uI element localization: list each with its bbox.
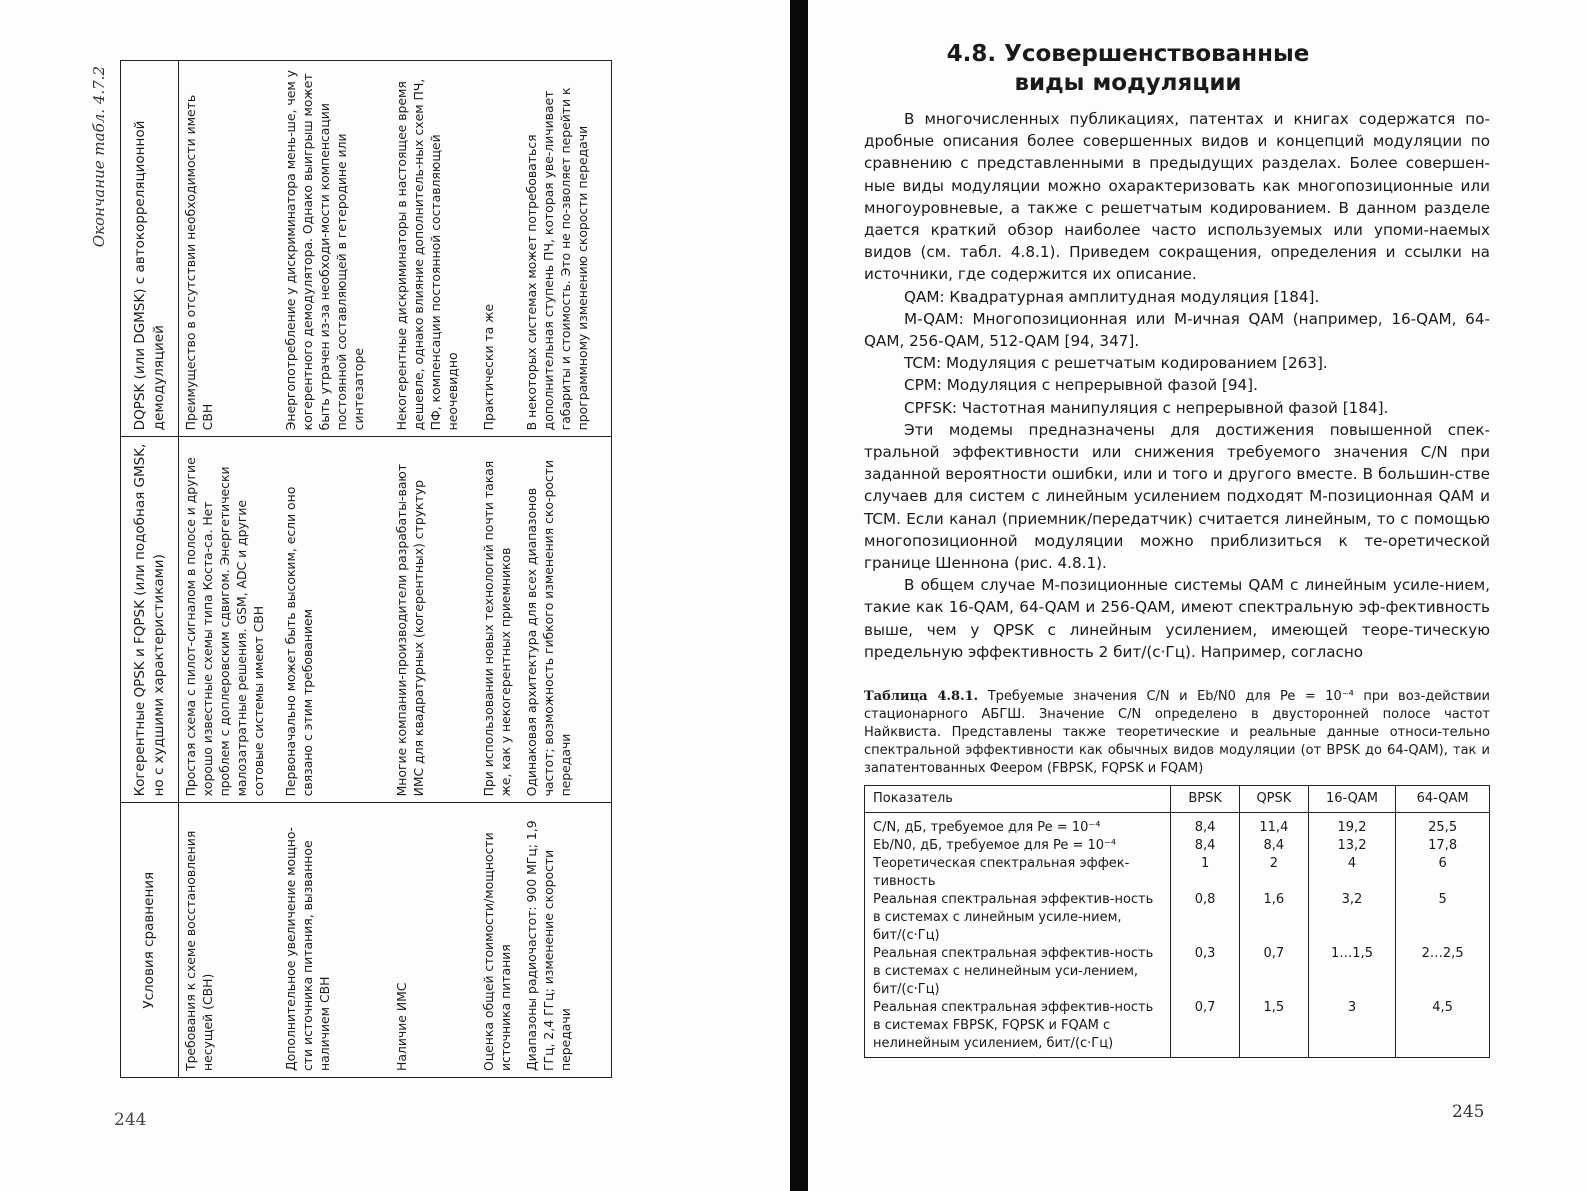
table-row bbox=[865, 837, 1490, 855]
row-label: Eb/N0, дБ, требуемое для Pe = 10⁻⁴ bbox=[865, 837, 1171, 855]
right-page bbox=[808, 0, 1588, 1191]
table-row bbox=[477, 61, 520, 1078]
definition-item: M-QAM: Многопозиционная или М-ичная QAM (например, 16-QAM, 64-QAM, 256-QAM, 512-QAM [94, 347]. bbox=[864, 309, 1490, 351]
coherent-cell: Первоначально может быть высоким, если оно связано с этим требованием bbox=[279, 437, 390, 803]
value-cell: 11,4 bbox=[1240, 813, 1309, 838]
value-cell: 1,6 bbox=[1240, 891, 1309, 945]
left-page bbox=[0, 0, 790, 1191]
value-cell: 2…2,5 bbox=[1396, 945, 1490, 999]
dqpsk-cell: Некогерентные дискриминаторы в настоящее время дешевле, однако влияние дополнитель-ных схем ПЧ, ПФ, компенсации постоянной составляющей неочевидно bbox=[390, 61, 477, 437]
table-caption-label: Таблица 4.8.1. bbox=[864, 689, 979, 704]
definition-item: QAM: Квадратурная амплитудная модуляция [184]. bbox=[904, 287, 1320, 306]
value-cell: 0,7 bbox=[1240, 945, 1309, 999]
table-row bbox=[390, 61, 477, 1078]
table-caption bbox=[864, 688, 1490, 778]
section-title: 4.8. Усовершенствованные виды модуляции bbox=[946, 41, 1310, 97]
value-cell: 13,2 bbox=[1308, 837, 1396, 855]
dqpsk-cell: Практически та же bbox=[477, 61, 520, 437]
paragraph: Эти модемы предназначены для достижения повышенной спек-тральной эффективности или снижения требуемого значения C/N при заданной вероятности ошибки, или и того и другого вместе. В большин-стве случаев для систем с линейным усилением подходят М-позиционная QAM и TCM. Если канал (приемник/передатчик) считается линейным, то с помощью многопозиционной модуляции можно приблизиться к те-оретической границе Шеннона (рис. 4.8.1). bbox=[864, 420, 1490, 573]
body-text bbox=[864, 108, 1490, 663]
table-row bbox=[865, 855, 1490, 891]
value-cell: 6 bbox=[1396, 855, 1490, 891]
value-cell: 8,4 bbox=[1240, 837, 1309, 855]
column-header: 16-QAM bbox=[1308, 786, 1396, 813]
definition-item: CPM: Модуляция с непрерывной фазой [94]. bbox=[904, 376, 1258, 395]
row-label: Теоретическая спектральная эффек-тивность bbox=[865, 855, 1171, 891]
column-header: 64-QAM bbox=[1396, 786, 1490, 813]
table-continuation-label: Окончание табл. 4.7.2 bbox=[90, 66, 108, 248]
dqpsk-cell: В некоторых системах может потребоваться дополнительная ступень ПЧ, которая уве-личивает габариты и стоимость. Это не по-зволяет перейти к программному изменению скорости передачи bbox=[520, 61, 612, 437]
table-caption-text: Требуемые значения C/N и Eb/N0 для Pe = 10⁻⁴ при воз-действии стационарного АБГШ. Значение C/N определено в двусторонней полосе частот Найквиста. Представлены также теоретические и реальные данные относи-тельно спектральной эффективности как обычных видов модуляции (от BPSK до 64-QAM), так и запатентованных Феером (FBPSK, FQPSK и FQAM) bbox=[864, 689, 1490, 776]
condition-cell: Дополнительное увеличение мощно-сти источника питания, вызванное наличием СВН bbox=[279, 803, 390, 1078]
table-header-conditions: Условия сравнения bbox=[121, 803, 179, 1078]
row-label: Реальная спектральная эффектив-ность в системах с нелинейным уси-лением, бит/(с·Гц) bbox=[865, 945, 1171, 999]
definition-item: CPFSK: Частотная манипуляция с непрерывной фазой [184]. bbox=[904, 398, 1389, 417]
value-cell: 17,8 bbox=[1396, 837, 1490, 855]
value-cell: 0,3 bbox=[1171, 945, 1240, 999]
table-row bbox=[865, 891, 1490, 945]
modulation-data-table bbox=[864, 785, 1490, 1058]
value-cell: 4,5 bbox=[1396, 999, 1490, 1058]
value-cell: 3,2 bbox=[1308, 891, 1396, 945]
row-label: Реальная спектральная эффектив-ность в системах с линейным усиле-нием, бит/(с·Гц) bbox=[865, 891, 1171, 945]
dqpsk-cell: Энергопотребление у дискриминатора мень-ше, чем у когерентного демодулятора. Однако выигрыш может быть утрачен из-за необходи-мости компенсации постоянной составляющей в гетеродине или синтезаторе bbox=[279, 61, 390, 437]
condition-cell: Оценка общей стоимости/мощности источника питания bbox=[477, 803, 520, 1078]
value-cell: 5 bbox=[1396, 891, 1490, 945]
table-row bbox=[865, 999, 1490, 1058]
table-row bbox=[279, 61, 390, 1078]
value-cell: 8,4 bbox=[1171, 813, 1240, 838]
coherent-cell: Простая схема с пилот-сигналом в полосе и другие хорошо известные схемы типа Коста-са. Нет проблем с доплеровским сдвигом. Энергетически малозатратные решения. GSM, ADC и другие сотовые системы имеют СВН bbox=[179, 437, 279, 803]
book-gutter bbox=[790, 0, 808, 1191]
paragraph: В многочисленных публикациях, патентах и книгах содержатся по-дробные описания более совершенных видов и концепций модуляции по сравнению с представленными в предыдущих разделах. Более совершен-ные виды модуляции можно охарактеризовать как многопозиционные или многоуровневые, а также с решетчатым кодированием. В данном разделе дается краткий обзор наиболее часто используемых или упоми-наемых видов (см. табл. 4.8.1). Приведем сокращения, определения и ссылки на источники, где содержится их описание. bbox=[864, 110, 1490, 284]
value-cell: 4 bbox=[1308, 855, 1396, 891]
value-cell: 1…1,5 bbox=[1308, 945, 1396, 999]
table-row bbox=[179, 61, 279, 1078]
value-cell: 2 bbox=[1240, 855, 1309, 891]
page-number: 244 bbox=[114, 1110, 147, 1130]
rotated-table-container bbox=[90, 60, 612, 1078]
coherent-cell: Одинаковая архитектура для всех диапазонов частот; возможность гибкого изменения ско-рости передачи bbox=[520, 437, 612, 803]
paragraph: В общем случае М-позиционные системы QAM с линейным усиле-нием, такие как 16-QAM, 64-QAM и 256-QAM, имеют спектральную эф-фективность выше, чем у QPSK с линейным усилением, имеющей теоре-тическую предельную эффективность 2 бит/(с·Гц). Например, согласно bbox=[864, 576, 1490, 661]
table-header-coherent: Когерентные QPSK и FQPSK (или подобная GMSK, но с худшими характеристиками) bbox=[121, 437, 179, 803]
condition-cell: Диапазоны радиочастот: 900 МГц; 1,9 ГГц, 2,4 ГГц; изменение скорости передачи bbox=[520, 803, 612, 1078]
table-header-dqpsk: DQPSK (или DGMSK) с автокорреляционной демодуляцией bbox=[121, 61, 179, 437]
table-row bbox=[865, 813, 1490, 838]
condition-cell: Наличие ИМС bbox=[390, 803, 477, 1078]
value-cell: 1 bbox=[1171, 855, 1240, 891]
value-cell: 8,4 bbox=[1171, 837, 1240, 855]
value-cell: 3 bbox=[1308, 999, 1396, 1058]
row-label: C/N, дБ, требуемое для Pe = 10⁻⁴ bbox=[865, 813, 1171, 838]
definition-item: TCM: Модуляция с решетчатым кодированием [263]. bbox=[904, 354, 1328, 373]
value-cell: 19,2 bbox=[1308, 813, 1396, 838]
row-label: Реальная спектральная эффектив-ность в системах FBPSK, FQPSK и FQAM с нелинейным усилением, бит/(с·Гц) bbox=[865, 999, 1171, 1058]
coherent-cell: При использовании новых технологий почти такая же, как у некогерентных приемников bbox=[477, 437, 520, 803]
value-cell: 1,5 bbox=[1240, 999, 1309, 1058]
column-header: BPSK bbox=[1171, 786, 1240, 813]
condition-cell: Требования к схеме восстановления несущей (СВН) bbox=[179, 803, 279, 1078]
page-number: 245 bbox=[1452, 1102, 1485, 1122]
coherent-cell: Многие компании-производители разрабаты-вают ИМС для квадратурных (когерентных) структур bbox=[390, 437, 477, 803]
value-cell: 0,8 bbox=[1171, 891, 1240, 945]
comparison-table bbox=[120, 60, 612, 1078]
column-header: Показатель bbox=[865, 786, 1171, 813]
dqpsk-cell: Преимущество в отсутствии необходимости иметь СВН bbox=[179, 61, 279, 437]
value-cell: 25,5 bbox=[1396, 813, 1490, 838]
table-row bbox=[520, 61, 612, 1078]
table-row bbox=[865, 945, 1490, 999]
column-header: QPSK bbox=[1240, 786, 1309, 813]
value-cell: 0,7 bbox=[1171, 999, 1240, 1058]
